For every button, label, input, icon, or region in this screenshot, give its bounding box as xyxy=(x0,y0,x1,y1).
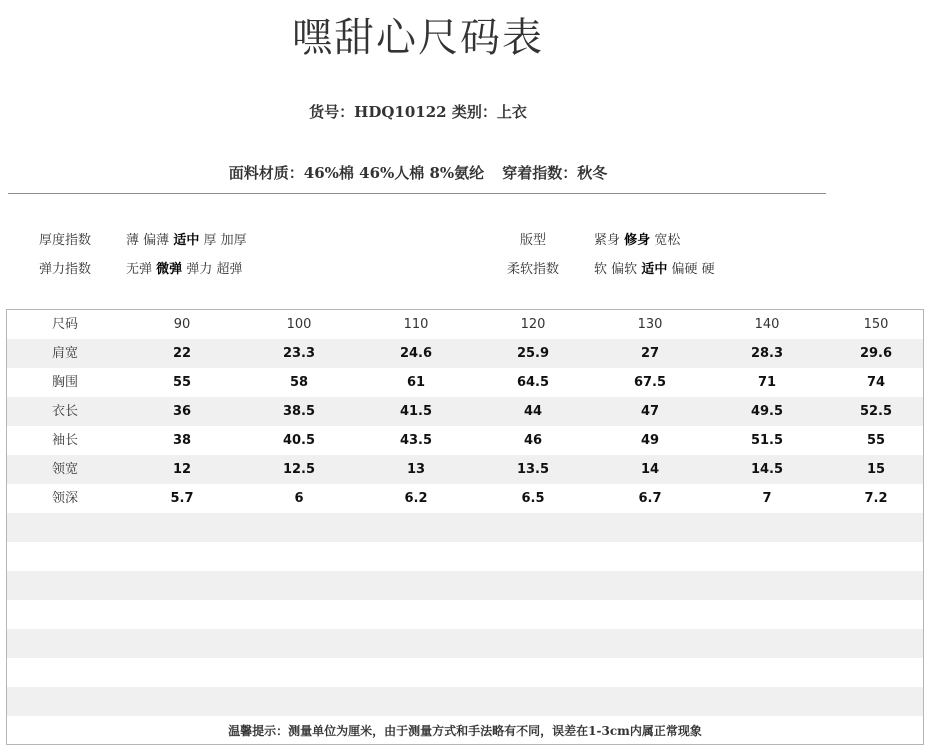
fit-option: 紧身 xyxy=(594,233,621,248)
measure-label-cell: 胸围 xyxy=(51,375,78,390)
thickness-option: 偏薄 xyxy=(143,233,170,248)
fit-options xyxy=(594,229,680,248)
table-row xyxy=(7,629,923,658)
fit-option: 宽松 xyxy=(654,233,681,248)
elasticity-options xyxy=(126,258,242,277)
softness-options xyxy=(594,258,715,277)
measure-value-cell: 5.7 xyxy=(170,491,194,506)
measure-value-cell: 36 xyxy=(172,404,192,419)
measure-value-cell: 55 xyxy=(866,433,886,448)
fit-option: 修身 xyxy=(624,233,651,248)
softness-option: 偏软 xyxy=(611,262,638,277)
elasticity-option: 无弹 xyxy=(126,262,153,277)
measure-value-cell: 40.5 xyxy=(282,433,316,448)
measure-value-cell: 6.2 xyxy=(404,491,428,506)
measure-value-cell: 41.5 xyxy=(399,404,433,419)
table-row xyxy=(7,542,923,571)
table-row xyxy=(7,600,923,629)
thickness-option: 加厚 xyxy=(220,233,247,248)
measure-value-cell: 47 xyxy=(640,404,660,419)
measure-value-cell: 14 xyxy=(640,462,660,477)
measure-value-cell: 23.3 xyxy=(282,346,316,361)
measure-value-cell: 15 xyxy=(866,462,886,477)
measure-value-cell: 22 xyxy=(172,346,192,361)
measure-value-cell: 27 xyxy=(640,346,660,361)
measure-value-cell: 12 xyxy=(172,462,192,477)
table-row xyxy=(7,339,923,368)
measure-label-cell: 领宽 xyxy=(51,462,78,477)
elasticity-option: 微弹 xyxy=(156,262,183,277)
measure-value-cell: 29.6 xyxy=(859,346,893,361)
fabric-season-info xyxy=(0,162,836,183)
measure-value-cell: 38 xyxy=(172,433,192,448)
size-header-cell: 尺码 xyxy=(51,317,78,332)
table-row xyxy=(7,687,923,716)
page-title: 嘿甜心尺码表 xyxy=(292,15,544,61)
measure-value-cell: 49 xyxy=(640,433,660,448)
table-row xyxy=(7,571,923,600)
measure-value-cell: 12.5 xyxy=(282,462,316,477)
softness-option: 硬 xyxy=(701,262,715,277)
size-column-header: 110 xyxy=(403,317,429,332)
measure-label-cell: 领深 xyxy=(51,491,78,506)
season-info: 穿着指数：秋冬 xyxy=(502,164,608,182)
measure-value-cell: 7 xyxy=(762,491,772,506)
measure-value-cell: 6.5 xyxy=(521,491,545,506)
measure-value-cell: 71 xyxy=(757,375,777,390)
elasticity-option: 超弹 xyxy=(216,262,243,277)
size-table xyxy=(6,309,924,745)
measure-value-cell: 38.5 xyxy=(282,404,316,419)
softness-option: 偏硬 xyxy=(671,262,698,277)
measure-value-cell: 43.5 xyxy=(399,433,433,448)
table-row xyxy=(7,397,923,426)
table-row xyxy=(7,368,923,397)
measure-value-cell: 51.5 xyxy=(750,433,784,448)
size-column-header: 150 xyxy=(863,317,889,332)
softness-option: 软 xyxy=(594,262,608,277)
measure-value-cell: 61 xyxy=(406,375,426,390)
size-column-header: 100 xyxy=(286,317,312,332)
table-header-row xyxy=(7,310,923,339)
measure-value-cell: 55 xyxy=(172,375,192,390)
table-row xyxy=(7,426,923,455)
size-column-header: 120 xyxy=(520,317,546,332)
measure-value-cell: 24.6 xyxy=(399,346,433,361)
softness-label: 柔软指数 xyxy=(507,262,560,277)
product-info: 货号：HDQ10122 类别：上衣 xyxy=(309,103,527,121)
measure-label-cell: 肩宽 xyxy=(51,346,78,361)
table-row xyxy=(7,513,923,542)
measure-value-cell: 7.2 xyxy=(864,491,888,506)
footer-note: 温馨提示：测量单位为厘米，由于测量方式和手法略有不同，误差在1-3cm内属正常现象 xyxy=(228,724,702,738)
measure-value-cell: 44 xyxy=(523,404,543,419)
measure-value-cell: 13.5 xyxy=(516,462,550,477)
size-column-header: 130 xyxy=(637,317,663,332)
measure-value-cell: 14.5 xyxy=(750,462,784,477)
measure-value-cell: 46 xyxy=(523,433,543,448)
size-column-header: 90 xyxy=(173,317,191,332)
measure-value-cell: 67.5 xyxy=(633,375,667,390)
divider xyxy=(8,193,826,194)
thickness-option: 适中 xyxy=(173,233,200,248)
table-row xyxy=(7,484,923,513)
size-column-header: 140 xyxy=(754,317,780,332)
measure-value-cell: 52.5 xyxy=(859,404,893,419)
thickness-label: 厚度指数 xyxy=(39,233,92,248)
softness-option: 适中 xyxy=(641,262,668,277)
measure-value-cell: 13 xyxy=(406,462,426,477)
thickness-option: 厚 xyxy=(203,233,217,248)
thickness-options xyxy=(126,229,247,248)
table-row xyxy=(7,658,923,687)
fit-label: 版型 xyxy=(520,233,547,248)
measure-value-cell: 64.5 xyxy=(516,375,550,390)
thickness-option: 薄 xyxy=(126,233,140,248)
measure-value-cell: 6 xyxy=(294,491,304,506)
measure-value-cell: 6.7 xyxy=(638,491,662,506)
measure-value-cell: 58 xyxy=(289,375,309,390)
elasticity-label: 弹力指数 xyxy=(39,262,92,277)
measure-label-cell: 袖长 xyxy=(51,433,78,448)
measure-value-cell: 25.9 xyxy=(516,346,550,361)
table-row xyxy=(7,455,923,484)
measure-label-cell: 衣长 xyxy=(51,404,78,419)
measure-value-cell: 28.3 xyxy=(750,346,784,361)
measure-value-cell: 74 xyxy=(866,375,886,390)
measure-value-cell: 49.5 xyxy=(750,404,784,419)
fabric-info: 面料材质：46%棉 46%人棉 8%氨纶 xyxy=(228,164,485,182)
elasticity-option: 弹力 xyxy=(186,262,213,277)
